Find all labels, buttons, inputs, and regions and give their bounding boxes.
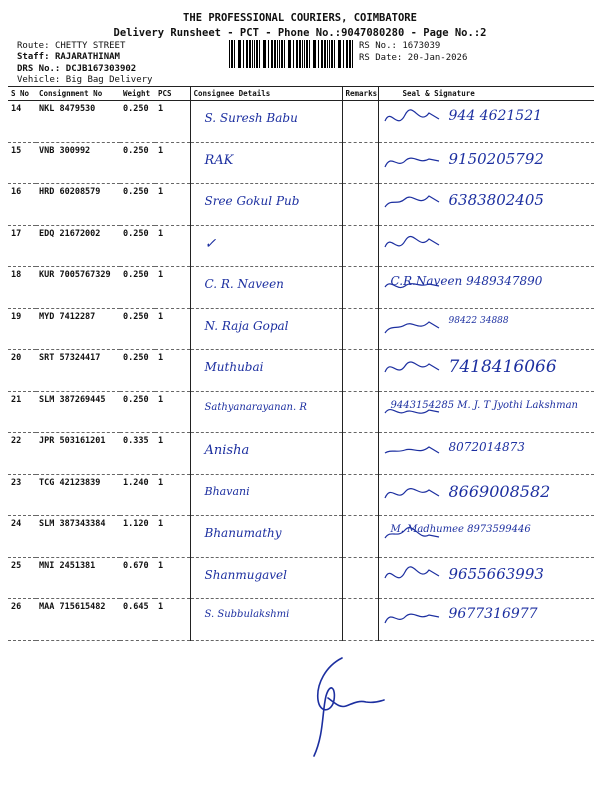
pcs-cell: 1 (155, 516, 190, 558)
consignee-handwriting: N. Raja Gopal (204, 318, 289, 333)
sno-cell: 25 (8, 557, 36, 599)
signature-scribble (379, 226, 449, 262)
table-row (8, 599, 594, 641)
pcs-cell: 1 (155, 391, 190, 433)
pcs-cell: 1 (155, 184, 190, 226)
signature-scribble (379, 184, 449, 220)
consignment-cell: NKL 8479530 (36, 101, 120, 143)
consignee-cell (190, 516, 342, 558)
staff-value: RAJARATHINAM (54, 52, 120, 62)
col-signature: Seal & Signature (378, 87, 594, 101)
signature-scribble (379, 101, 449, 137)
pcs-cell: 1 (155, 350, 190, 392)
consignment-cell: EDQ 21672002 (36, 225, 120, 267)
weight-cell: 0.250 (120, 101, 155, 143)
table-row (8, 474, 594, 516)
signature-phone: 9655663993 (448, 564, 544, 583)
signature-cell (378, 267, 594, 309)
staff-line: Staff: RAJARATHINAM (17, 52, 120, 62)
consignee-cell (190, 391, 342, 433)
route-line: Route: CHETTY STREET (17, 41, 126, 51)
pcs-cell: 1 (155, 433, 190, 475)
table-row (8, 101, 594, 143)
signature-cell (378, 557, 594, 599)
consignee-handwriting: ✓ (204, 235, 217, 252)
signature-cell (378, 599, 594, 641)
table-row (8, 557, 594, 599)
signature-scribble (379, 143, 449, 179)
table-row (8, 225, 594, 267)
rs-no-value: 1673039 (402, 41, 441, 51)
weight-cell: 0.250 (120, 267, 155, 309)
remarks-cell (342, 350, 378, 392)
sno-cell: 26 (8, 599, 36, 641)
sno-cell: 15 (8, 142, 36, 184)
sno-cell: 14 (8, 101, 36, 143)
remarks-cell (342, 101, 378, 143)
remarks-cell (342, 557, 378, 599)
sno-cell: 18 (8, 267, 36, 309)
pcs-cell: 1 (155, 142, 190, 184)
table-row (8, 516, 594, 558)
signature-phone: M. Madhumee 8973599446 (390, 524, 531, 535)
pcs-cell: 1 (155, 557, 190, 599)
consignee-handwriting: Bhavani (204, 484, 250, 498)
consignment-cell: MYD 7412287 (36, 308, 120, 350)
remarks-cell (342, 308, 378, 350)
consignee-cell (190, 267, 342, 309)
rs-date-value: 20-Jan-2026 (407, 53, 468, 63)
rs-date-line: RS Date: 20-Jan-2026 (359, 53, 468, 63)
signature-cell (378, 474, 594, 516)
remarks-cell (342, 184, 378, 226)
consignee-cell (190, 599, 342, 641)
signature-cell (378, 184, 594, 226)
sno-cell: 20 (8, 350, 36, 392)
remarks-cell (342, 225, 378, 267)
weight-cell: 0.670 (120, 557, 155, 599)
signature-cell (378, 391, 594, 433)
authorized-signature (306, 656, 386, 764)
vehicle-line: Vehicle: Big Bag Delivery (17, 75, 153, 85)
pcs-cell: 1 (155, 101, 190, 143)
consignment-cell: VNB 300992 (36, 142, 120, 184)
weight-cell: 0.250 (120, 184, 155, 226)
weight-cell: 0.645 (120, 599, 155, 641)
signature-phone: 98422 34888 (448, 315, 509, 326)
consignment-cell: MAA 715615482 (36, 599, 120, 641)
col-consignment: Consignment No (36, 87, 120, 101)
signature-phone: 9443154285 M. J. T Jyothi Lakshman (390, 399, 578, 411)
signature-phone: 6383802405 (448, 191, 544, 209)
table-row (8, 433, 594, 475)
sno-cell: 19 (8, 308, 36, 350)
col-pcs: PCS (155, 87, 190, 101)
drs-line: DRS No.: DCJB167303902 (17, 64, 137, 74)
consignee-cell (190, 142, 342, 184)
col-weight: Weight (120, 87, 155, 101)
pcs-cell: 1 (155, 225, 190, 267)
signature-cell (378, 142, 594, 184)
consignee-cell (190, 350, 342, 392)
rs-no-line: RS No.: 1673039 (359, 41, 441, 51)
weight-cell: 0.250 (120, 225, 155, 267)
consignee-cell (190, 308, 342, 350)
sno-cell: 22 (8, 433, 36, 475)
barcode-image (228, 40, 356, 68)
pcs-cell: 1 (155, 599, 190, 641)
table-row (8, 267, 594, 309)
weight-cell: 1.240 (120, 474, 155, 516)
remarks-cell (342, 391, 378, 433)
consignment-cell: KUR 7005767329 (36, 267, 120, 309)
signature-scribble (379, 350, 449, 386)
col-remarks: Remarks (342, 87, 378, 101)
pcs-cell: 1 (155, 308, 190, 350)
consignee-cell (190, 184, 342, 226)
consignment-cell: SLM 387269445 (36, 391, 120, 433)
table-row (8, 184, 594, 226)
weight-cell: 0.250 (120, 142, 155, 184)
signature-phone: 9150205792 (448, 149, 544, 168)
col-sno: S No (8, 87, 36, 101)
company-name: THE PROFESSIONAL COURIERS, COIMBATORE (183, 12, 417, 24)
weight-cell: 0.250 (120, 308, 155, 350)
consignment-cell: SLM 387343384 (36, 516, 120, 558)
signature-scribble (379, 433, 449, 469)
runsheet-title: Delivery Runsheet - PCT - Phone No.:9047080280 - Page No.:2 (113, 27, 487, 39)
route-value: CHETTY STREET (54, 41, 126, 51)
signature-scribble (379, 309, 449, 345)
signature-cell (378, 350, 594, 392)
consignee-cell (190, 433, 342, 475)
signature-cell (378, 516, 594, 558)
consignee-cell (190, 101, 342, 143)
signature-scribble (379, 475, 449, 511)
signature-scribble (379, 558, 449, 594)
sno-cell: 21 (8, 391, 36, 433)
consignment-cell: MNI 2451381 (36, 557, 120, 599)
signature-phone: 944 4621521 (448, 108, 543, 124)
signature-phone: 8669008582 (448, 481, 551, 501)
consignee-handwriting: Sathyanarayanan. R (204, 401, 307, 413)
table-header-row (8, 87, 594, 101)
vehicle-value: Big Bag Delivery (65, 75, 153, 85)
sno-cell: 24 (8, 516, 36, 558)
consignee-handwriting: S. Suresh Babu (204, 111, 298, 125)
weight-cell: 0.250 (120, 350, 155, 392)
signature-scribble (379, 599, 449, 635)
remarks-cell (342, 599, 378, 641)
consignee-handwriting: Sree Gokul Pub (204, 194, 300, 208)
remarks-cell (342, 516, 378, 558)
table-row (8, 308, 594, 350)
remarks-cell (342, 474, 378, 516)
remarks-cell (342, 267, 378, 309)
signature-cell (378, 101, 594, 143)
consignment-cell: SRT 57324417 (36, 350, 120, 392)
pcs-cell: 1 (155, 474, 190, 516)
consignee-cell (190, 225, 342, 267)
consignee-cell (190, 474, 342, 516)
consignee-handwriting: Anisha (204, 443, 250, 458)
sno-cell: 16 (8, 184, 36, 226)
consignee-handwriting: Bhanumathy (204, 526, 282, 540)
signature-phone: C.R.Naveen 9489347890 (390, 274, 543, 288)
consignee-handwriting: RAK (204, 152, 234, 168)
consignment-cell: JPR 503161201 (36, 433, 120, 475)
col-consignee: Consignee Details (190, 87, 342, 101)
pcs-cell: 1 (155, 267, 190, 309)
consignment-cell: HRD 60208579 (36, 184, 120, 226)
consignee-handwriting: Shanmugavel (204, 567, 287, 582)
consignee-handwriting: Muthubai (204, 360, 264, 374)
consignee-handwriting: C. R. Naveen (204, 277, 284, 291)
signature-cell (378, 308, 594, 350)
signature-cell (378, 225, 594, 267)
table-row (8, 350, 594, 392)
signature-cell (378, 433, 594, 475)
runsheet-table (8, 86, 594, 641)
remarks-cell (342, 142, 378, 184)
signature-phone: 7418416066 (448, 357, 557, 377)
drs-value: DCJB167303902 (65, 64, 137, 74)
table-row (8, 142, 594, 184)
table-row (8, 391, 594, 433)
consignment-cell: TCG 42123839 (36, 474, 120, 516)
sno-cell: 23 (8, 474, 36, 516)
weight-cell: 0.335 (120, 433, 155, 475)
consignee-cell (190, 557, 342, 599)
weight-cell: 1.120 (120, 516, 155, 558)
remarks-cell (342, 433, 378, 475)
sno-cell: 17 (8, 225, 36, 267)
signature-phone: 8072014873 (448, 440, 525, 454)
signature-phone: 9677316977 (448, 606, 538, 622)
weight-cell: 0.250 (120, 391, 155, 433)
consignee-handwriting: S. Subbulakshmi (204, 609, 290, 620)
